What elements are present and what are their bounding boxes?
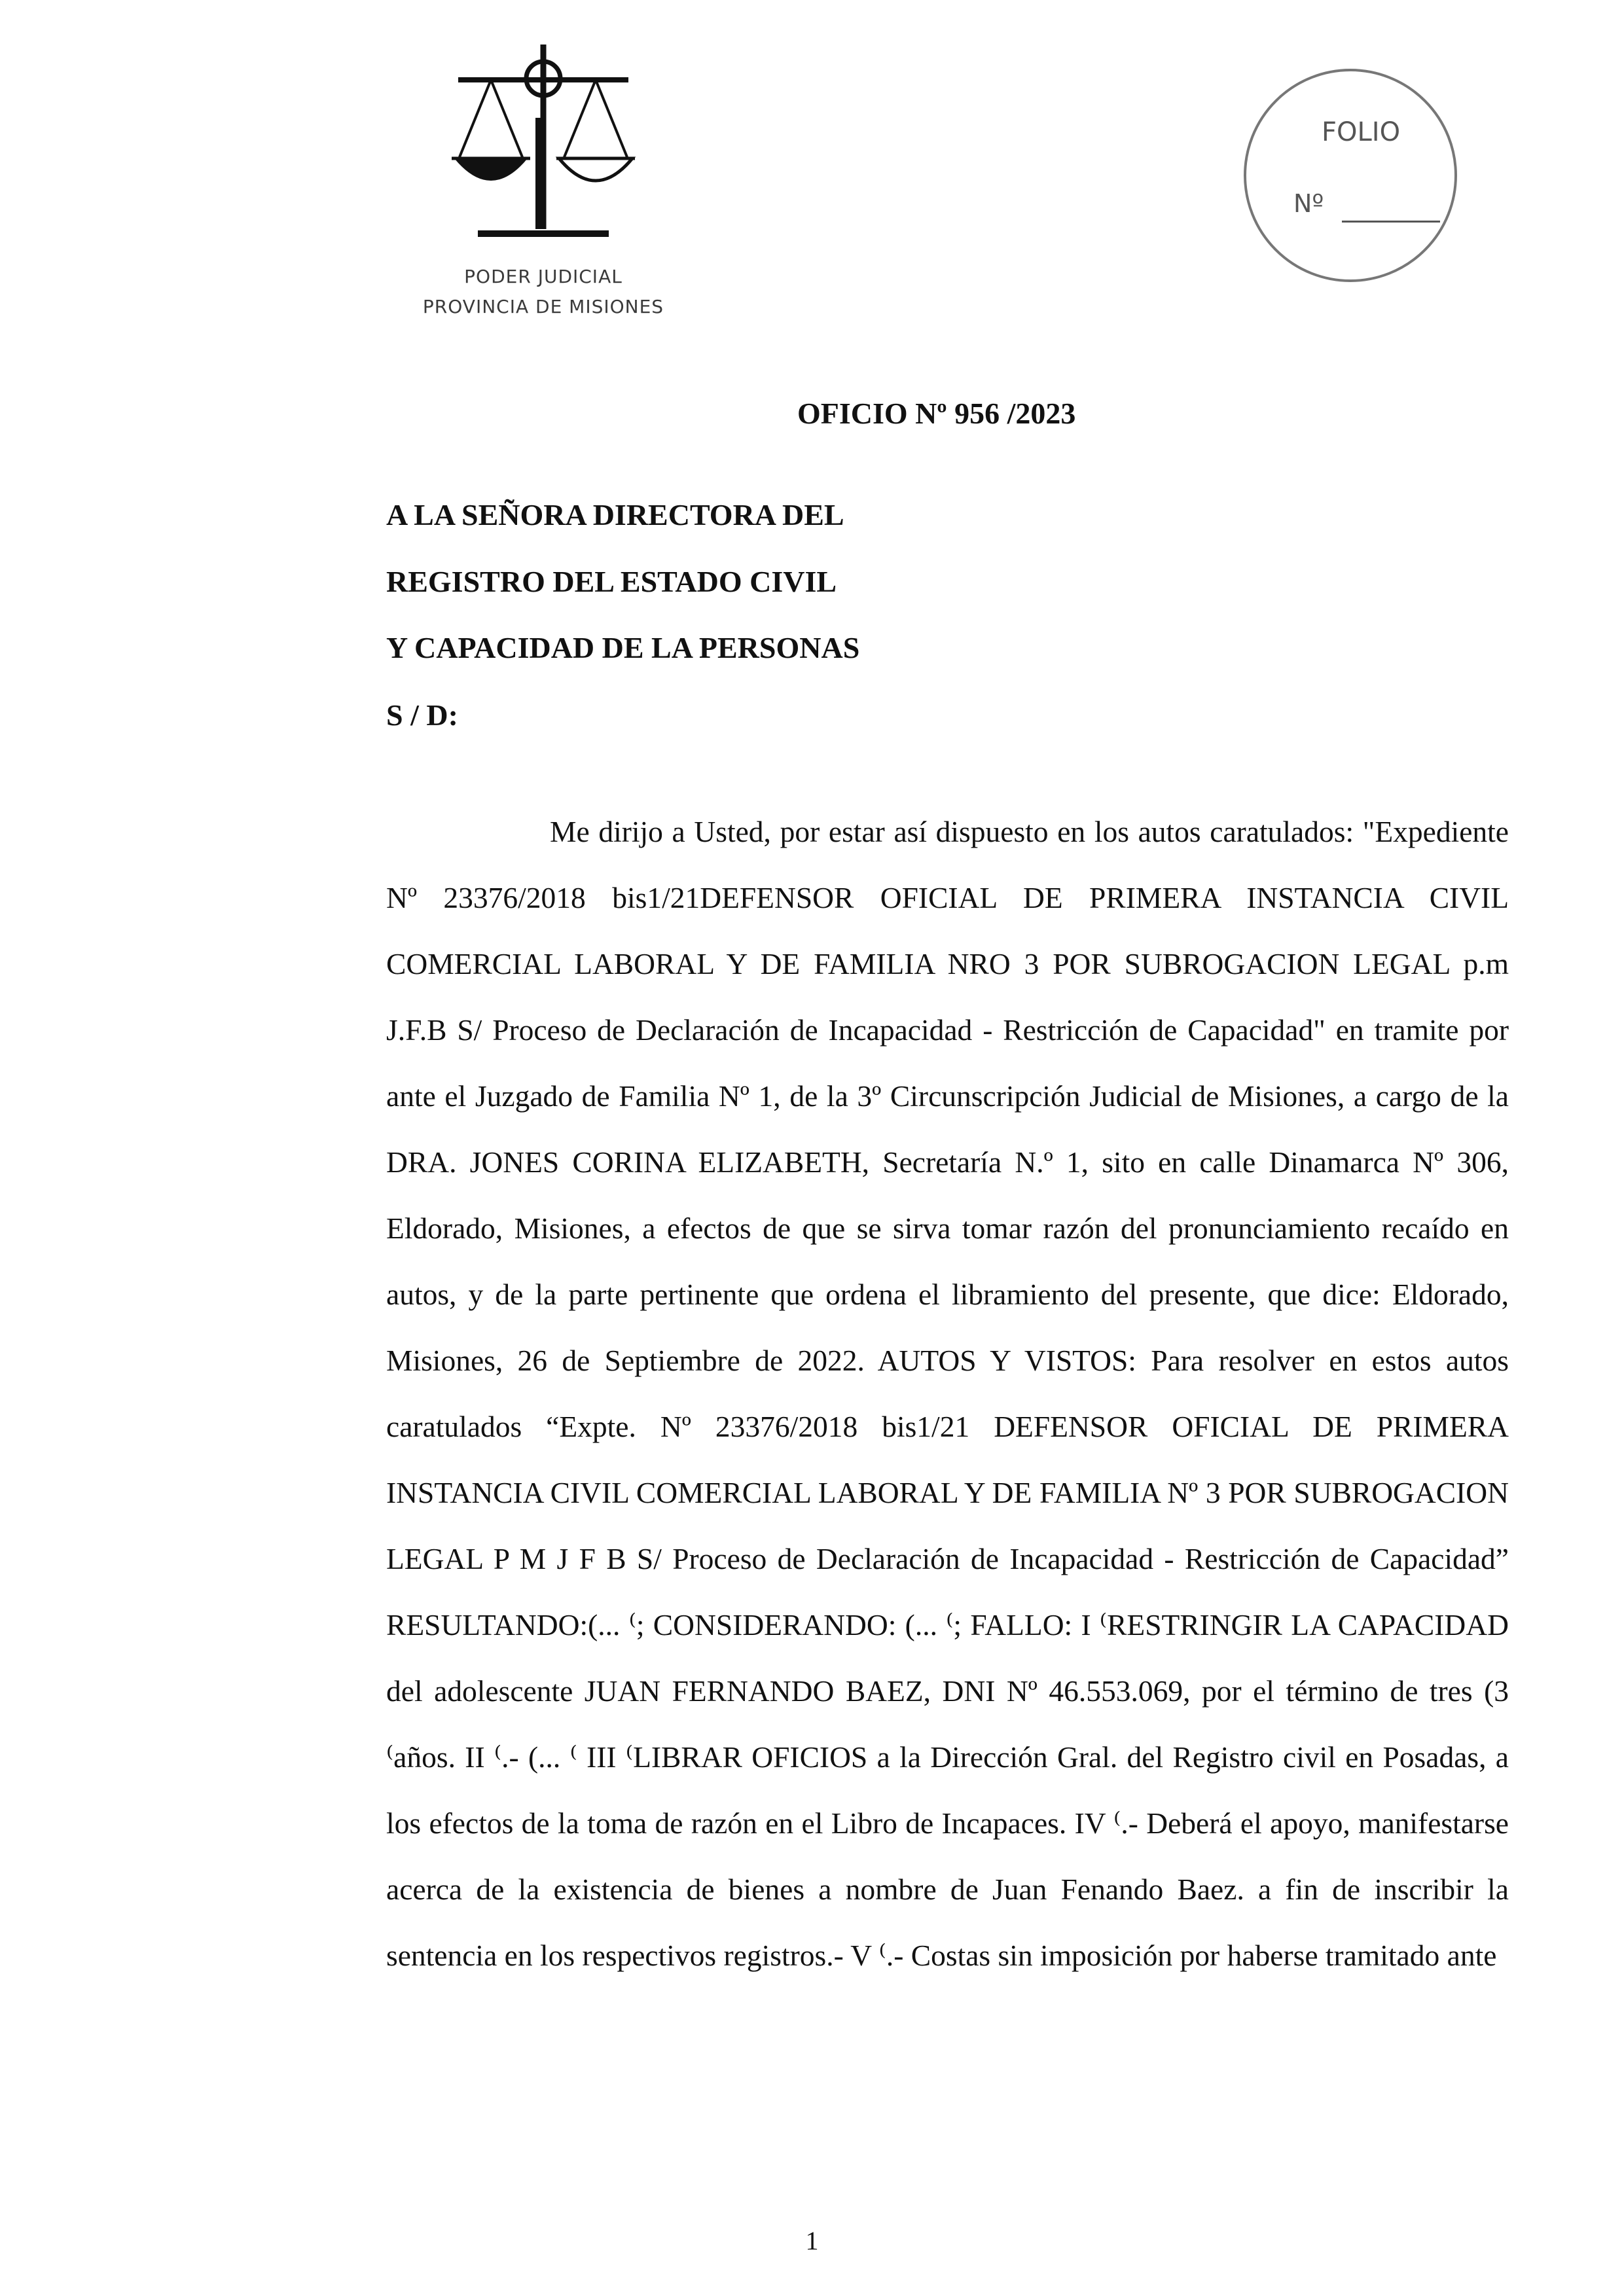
court-logo [406,39,681,317]
addressee-line: A LA SEÑORA DIRECTORA DEL [386,498,844,531]
addressee-line: S / D: [386,698,458,732]
folio-stamp [1244,69,1457,282]
document-body: Me dirijo a Usted, por estar así dispuesto en los autos caratulados: "Expediente Nº 23376/2018 bis1/21DEFENSOR OFICIAL DE PRIMERA INSTANCIA CIVIL COMERCIAL LABORAL Y DE FAMILIA NRO 3 POR SUBROGACION LEGAL p.m J.F.B S/ Proceso de Declaración de Incapacidad - Restricción de Capacidad" en tramite por ante el Juzgado de Familia Nº 1, de la 3º Circunscripción Judicial de Misiones, a cargo de la DRA. JONES CORINA ELIZABETH, Secretaría N.º 1, sito en calle Dinamarca Nº 306, Eldorado, Misiones, a efectos de que se sirva tomar razón del pronunciamiento recaído en autos, y de la parte pertinente que ordena el libramiento del presente, que dice: Eldorado, Misiones, 26 de Septiembre de 2022. AUTOS Y VISTOS: Para resolver en estos autos caratulados “Expte. Nº 23376/2018 bis1/21 DEFENSOR OFICIAL DE PRIMERA INSTANCIA CIVIL COMERCIAL LABORAL Y DE FAMILIA Nº 3 POR SUBROGACION LEGAL P M J F B S/ Proceso de Declaración de Incapacidad - Restricción de Capacidad” RESULTANDO:(... ⁽; CONSIDERANDO: (... ⁽; FALLO: I ⁽RESTRINGIR LA CAPACIDAD del adolescente JUAN FERNANDO BAEZ, DNI Nº 46.553.069, por el término de tres (3 ⁽años. II ⁽.- (... ⁽ III ⁽LIBRAR OFICIOS a la Dirección Gral. del Registro civil en Posadas, a los efectos de la toma de razón en el Libro de Incapaces. IV ⁽.- Deberá el apoyo, manifestarse acerca de la existencia de bienes a nombre de Juan Fenando Baez. a fin de inscribir la sentencia en los respectivos registros.- V ⁽.- Costas sin imposición por haberse tramitado ante [386,815,1509,1972]
logo-text-provincia: PROVINCIA DE MISIONES [422,296,664,317]
document-title: OFICIO Nº 956 /2023 [797,397,1076,430]
page-number: 1 [805,2226,819,2255]
addressee-line: Y CAPACIDAD DE LA PERSONAS [386,631,860,664]
folio-label: FOLIO [1322,117,1401,147]
folio-number-label: Nº [1293,189,1324,218]
scales-of-justice-icon [445,39,641,255]
folio-number-blank [1342,221,1440,223]
logo-text-poder-judicial: PODER JUDICIAL [464,266,623,287]
addressee-line: REGISTRO DEL ESTADO CIVIL [386,565,837,598]
